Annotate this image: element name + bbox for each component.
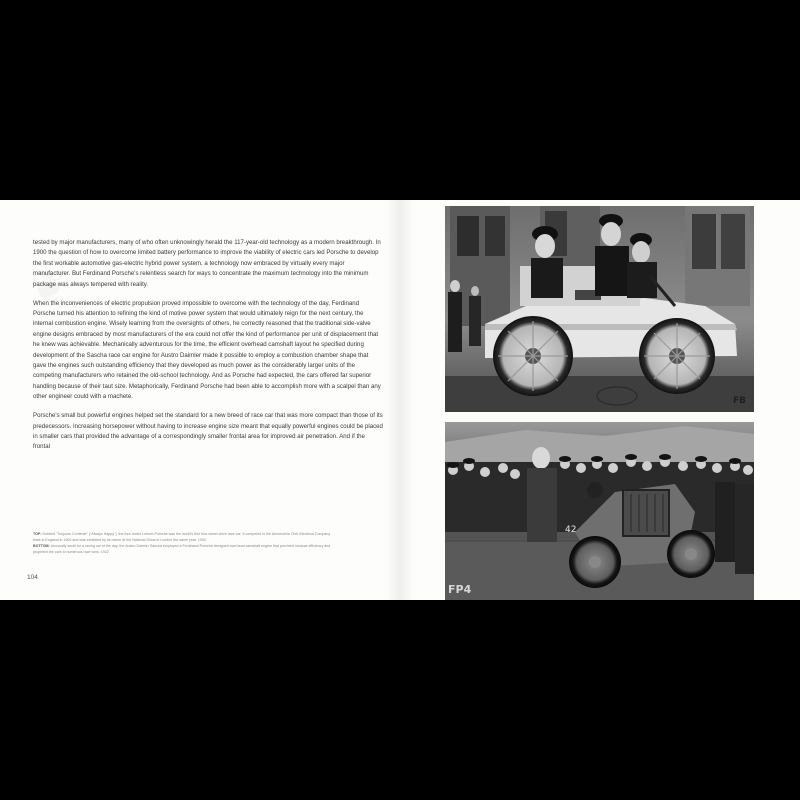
caption-top	[33, 532, 333, 543]
caption-bottom-label: BOTTOM:	[33, 544, 50, 549]
car-number: 42	[565, 525, 577, 535]
caption-top-text: Dubbed "Toujours Contente" ("Always Happy"), the four-motor Lohner-Porsche was the world's first four-wheel-drive race car. It competed in the Automobile Club Electrical Company trials in England in 1900 and was exhibited by its owner at the National Show in London the same year. 1900	[33, 532, 331, 542]
right-page	[400, 200, 800, 600]
photo-archive-mark: FP4	[448, 583, 472, 596]
photo-austro-daimler-sascha-image	[445, 422, 754, 600]
caption-top-label: TOP:	[33, 532, 42, 536]
photo-austro-daimler-sascha	[445, 422, 754, 600]
page-number: 104	[27, 574, 38, 581]
photo-captions	[33, 532, 333, 556]
body-text	[33, 238, 383, 461]
body-paragraph: When the inconveniences of electric propulsion proved impossible to overcome with the technology of the day, Ferdinand Porsche turned his attention to refining the kind of motive power system that would ultimately reign for the next century, the internal combustion engine. Wisely learning from the oversights of others, he correctly reasoned that the traditional side-valve engine designs embraced by most manufacturers of the era could not offer the kind of performance per unit of displacement that he knew was achievable. Mechanically adventurous for the time, the efficient overhead camshaft layout he specified during development of the Sascha race car engine for Austro Daimler made it possible to employ a combustion chamber shape that gave the engines such outstanding efficiency that they developed as much power as the considerably larger units of the competing manufacturers who retained the old-school technology. And as Porsche had expected, the cars offered far superior handling because of their taut size. Metaphorically, Ferdinand Porsche had been able to accomplish more with a scalpel than any other engineer could with a machete.	[33, 299, 381, 401]
body-paragraph: Porsche's small but powerful engines helped set the standard for a new breed of race car that was more compact than those of its predecessors. Increasing horsepower without having to increase engine size meant that equally powerful engines could be placed in smaller cars that provided the advantage of a correspondingly smaller frontal area for improved air penetration. And if the frontal	[33, 412, 383, 451]
caption-bottom	[33, 544, 333, 555]
body-paragraph: tested by major manufacturers, many of who often unknowingly herald the 117-year-old technology as a modern breakthrough. In 1900 the question of how to overcome limited battery performance to improve the viability of electric cars led Porsche to develop the first workable automotive gas-electric hybrid power system, a technology now embraced by virtually every major manufacturer. But Ferdinand Porsche's relentless search for ways to concentrate the maximum technology into the minimum package was always tempered with reality.	[33, 239, 381, 288]
book-spread	[0, 200, 800, 600]
left-page	[0, 200, 400, 600]
caption-bottom-text: Unusually small for a racing car of the day, the Austro Daimler Sascha employed a Ferdinand Porsche-designed overhead camshaft engine that provided unusual efficiency and propelled the cars to numerous race wins. 1922	[33, 544, 331, 554]
photo-lohner-porsche-image	[445, 206, 754, 412]
photo-lohner-porsche	[445, 206, 754, 412]
photo-archive-mark: FB	[732, 396, 746, 406]
